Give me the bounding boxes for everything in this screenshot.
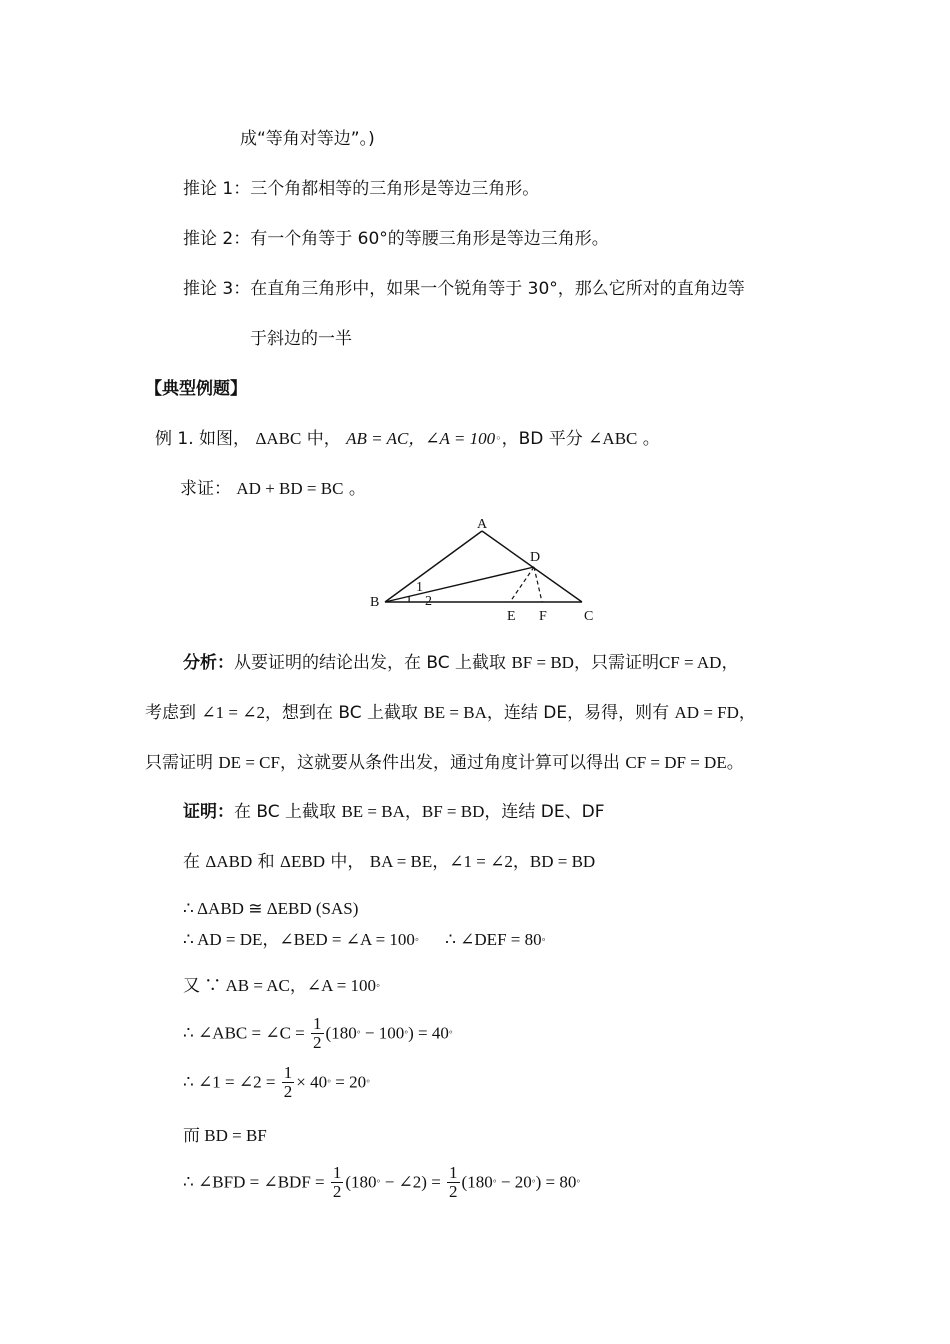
proof-line-2: 在 ΔABD 和 ΔEBD 中， BA = BE，∠1 = ∠2，BD = BD (183, 852, 596, 872)
proof-label: 证明： (183, 802, 234, 822)
proof-line-9: ∴ ∠BFD = ∠BDF = $\frac{1}{2}$ (180◦ − ∠2) = $\frac{1}{2}$ (180◦ − 20◦) = 80◦ (183, 1163, 581, 1201)
corollary-3-continuation: 于斜边的一半 (250, 329, 352, 349)
analysis-line-1: 分析：从要证明的结论出发，在 BC 上截取 BF = BD，只需证明CF = AD， (183, 653, 739, 673)
proof-line-1: 证明：在 BC 上截取 BE = BA，BF = BD，连结 DE、DF (183, 802, 605, 822)
corollary-text: 有一个角等于 60°的等腰三角形是等边三角形。 (250, 229, 609, 249)
example-1-statement: 例 1. 如图， ΔABC 中， AB = AC，∠A = 100◦，BD 平分 ∠ABC 。 (155, 429, 660, 449)
corollary-1 (183, 178, 539, 200)
fraction-one-half: $\frac{1}{2}$ (283, 1063, 293, 1101)
proof-line-5: 又 ∵ AB = AC，∠A = 100◦ (183, 976, 380, 995)
point-label-f: F (539, 609, 547, 624)
fraction-one-half: $\frac{1}{2}$ (449, 1163, 458, 1201)
fraction-one-half: $\frac{1}{2}$ (313, 1014, 322, 1052)
triangle-lines (385, 531, 582, 602)
triangle-figure (360, 515, 620, 630)
vertex-label-c: C (584, 609, 594, 624)
section-title: 【典型例题】 (145, 379, 247, 399)
analysis-line-2: 考虑到 ∠1 = ∠2，想到在 BC 上截取 BE = BA，连结 DE，易得，则有 AD = FD， (145, 703, 756, 723)
corollary-label: 推论 3： (183, 279, 251, 299)
corollary-label: 推论 2： (183, 229, 251, 249)
analysis-line-3: 只需证明 DE = CF，这就要从条件出发，通过角度计算可以得出 CF = DF = DE。 (145, 753, 744, 773)
angle-label-1: 1 (416, 580, 423, 595)
corollary-3 (183, 278, 745, 300)
prove-statement: 求证： AD + BD = BC 。 (180, 479, 366, 499)
proof-line-7: ∴ ∠1 = ∠2 = $\frac{1}{2}$ × 40◦ = 20◦ (183, 1063, 370, 1101)
vertex-label-b: B (370, 595, 380, 610)
point-label-d: D (530, 550, 541, 565)
corollary-text: 三个角都相等的三角形是等边三角形。 (250, 179, 540, 199)
intro-ending: 成“等角对等边”。) (240, 129, 375, 149)
proof-line-6: ∴ ∠ABC = ∠C = $\frac{1}{2}$ (180◦ − 100◦) = 40◦ (183, 1014, 453, 1052)
proof-line-4: ∴ AD = DE，∠BED = ∠A = 100◦ ∴ ∠DEF = 80◦ (183, 930, 546, 949)
fraction-one-half: $\frac{1}{2}$ (332, 1163, 342, 1201)
proof-line-8: 而 BD = BF (183, 1126, 267, 1145)
point-label-e: E (507, 609, 516, 624)
corollary-2 (183, 228, 609, 250)
corollary-label: 推论 1： (183, 179, 251, 199)
analysis-label: 分析： (183, 653, 234, 673)
angle-label-2: 2 (425, 594, 432, 609)
proof-line-3: ∴ ΔABD ≅ ΔEBD (SAS) (183, 899, 359, 918)
corollary-text: 在直角三角形中，如果一个锐角等于 30°，那么它所对的直角边等 (250, 279, 745, 299)
vertex-label-a: A (477, 517, 488, 532)
